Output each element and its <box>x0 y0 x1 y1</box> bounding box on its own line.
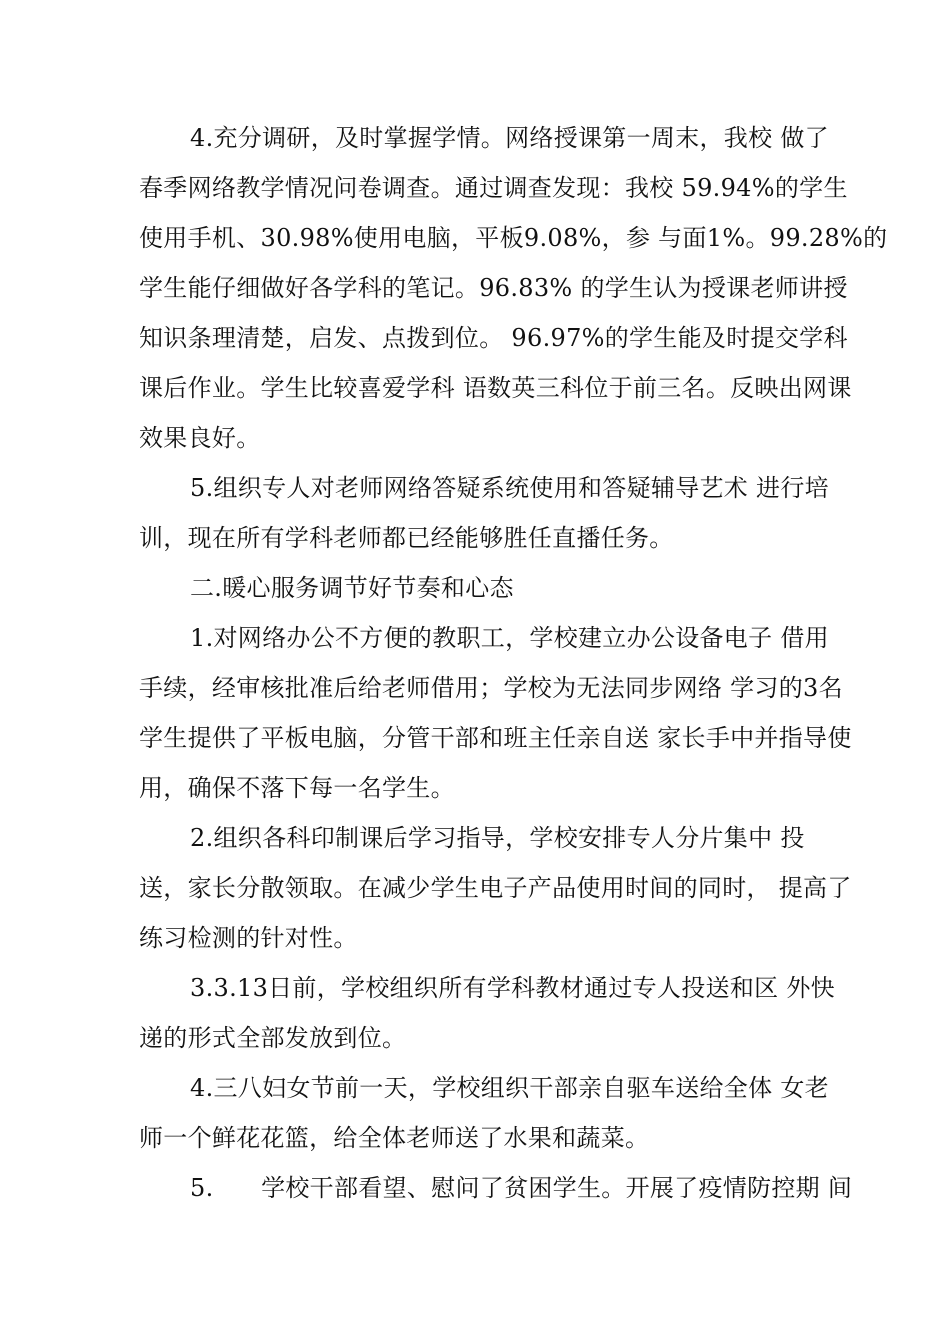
paragraph-5-line-2: 训，现在所有学科老师都已经能够胜任直播任务。 <box>139 524 674 552</box>
item-3-line-2: 递的形式全部发放到位。 <box>139 1024 407 1052</box>
paragraph-4-line-3: 使用手机、30.98%使用电脑，平板9.08%，参 与面1%。99.28%的 <box>139 224 888 252</box>
item-1-line-1: 1.对网络办公不方便的教职工，学校建立办公设备电子 借用 <box>190 624 829 652</box>
paragraph-4-line-2: 春季网络教学情况问卷调查。通过调查发现：我校 59.94%的学生 <box>139 174 848 202</box>
item-2-line-3: 练习检测的针对性。 <box>139 924 358 952</box>
item-4-line-2: 师一个鲜花花篮，给全体老师送了水果和蔬菜。 <box>139 1124 650 1152</box>
item-1-line-3: 学生提供了平板电脑，分管干部和班主任亲自送 家长手中并指导使 <box>139 724 852 752</box>
item-4-line-1: 4.三八妇女节前一天，学校组织干部亲自驱车送给全体 女老 <box>190 1074 829 1102</box>
paragraph-4-line-6: 课后作业。学生比较喜爱学科 语数英三科位于前三名。反映出网课 <box>139 374 852 402</box>
section-heading: 二.暖心服务调节好节奏和心态 <box>190 574 514 602</box>
item-3-line-1: 3.3.13日前，学校组织所有学科教材通过专人投送和区 外快 <box>190 974 835 1002</box>
paragraph-4-line-4: 学生能仔细做好各学科的笔记。96.83% 的学生认为授课老师讲授 <box>139 274 848 302</box>
item-2-line-2: 送，家长分散领取。在减少学生电子产品使用时间的同时， 提高了 <box>139 874 852 902</box>
item-1-line-2: 手续，经审核批准后给老师借用；学校为无法同步网络 学习的3名 <box>139 674 843 702</box>
item-5-line-1: 5. 学校干部看望、慰问了贫困学生。开展了疫情防控期 间 <box>190 1174 853 1202</box>
paragraph-5-line-1: 5.组织专人对老师网络答疑系统使用和答疑辅导艺术 进行培 <box>190 474 829 502</box>
paragraph-4-line-1: 4.充分调研，及时掌握学情。网络授课第一周末，我校 做了 <box>190 124 829 152</box>
paragraph-4-line-7: 效果良好。 <box>139 424 261 452</box>
item-1-line-4: 用，确保不落下每一名学生。 <box>139 774 455 802</box>
paragraph-4-line-5: 知识条理清楚，启发、点拨到位。 96.97%的学生能及时提交学科 <box>139 324 848 352</box>
item-2-line-1: 2.组织各科印制课后学习指导，学校安排专人分片集中 投 <box>190 824 805 852</box>
